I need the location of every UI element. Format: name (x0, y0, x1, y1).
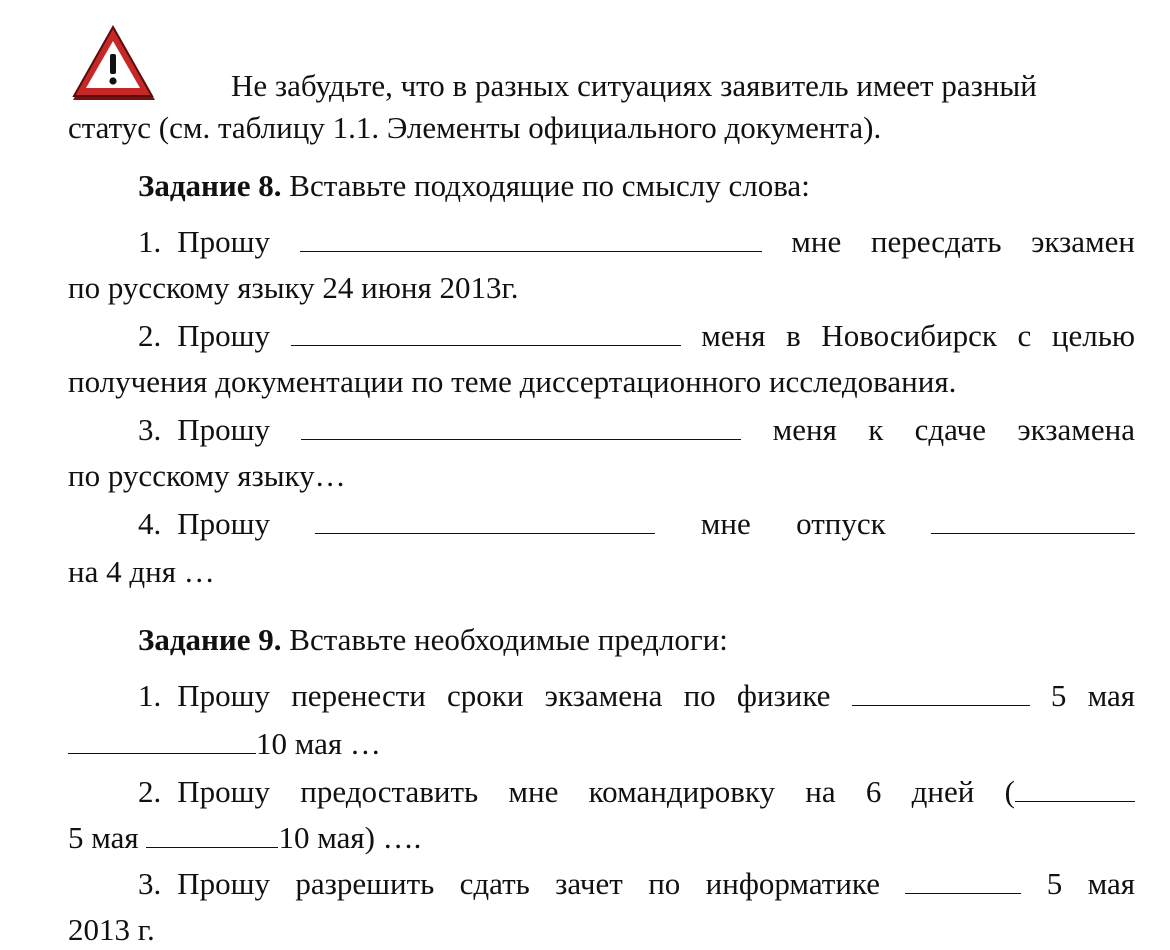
task8-item-1: 1. Прошу мне пересдать экзамен (138, 224, 1136, 259)
fill-blank[interactable] (852, 681, 1030, 706)
task9-header (138, 620, 1135, 660)
task9-item-1: 1. Прошу перенести сроки экзамена по физике 5 мая (138, 678, 1136, 713)
fill-blank[interactable] (1015, 777, 1135, 802)
task8-title: Задание 8. (138, 168, 282, 203)
task9-item-3: 3. Прошу разрешить сдать зачет по информатике 5 мая (138, 866, 1135, 901)
task8-item-1-cont: по русскому языку 24 июня 2013г. (68, 270, 519, 305)
task8-item-2: 2. Прошу меня в Новосибирск с целью (138, 318, 1136, 353)
task9-item-2: 2. Прошу предоставить мне командировку на 6 дней ( (138, 772, 1135, 812)
fill-blank[interactable] (315, 509, 655, 534)
task8-item-2-cont: получения документации по теме диссертационного исследования. (68, 364, 957, 399)
task8-item-4: 4. Прошу мне отпуск (138, 504, 1135, 544)
fill-blank[interactable] (68, 729, 256, 754)
warning-text-line1: Не забудьте, что в разных ситуациях заявитель имеет разный (231, 68, 1037, 103)
task9-item-1-cont: 10 мая … (68, 724, 1135, 764)
task9-item-3-cont: 2013 г. (68, 912, 155, 947)
fill-blank[interactable] (301, 415, 741, 440)
task9-title: Задание 9. (138, 622, 282, 657)
task8-item-4-cont: на 4 дня … (68, 554, 215, 589)
task8-item-3-cont: по русскому языку… (68, 458, 346, 493)
fill-blank[interactable] (291, 321, 681, 346)
warning-triangle-icon (70, 24, 156, 102)
fill-blank[interactable] (146, 823, 278, 848)
fill-blank[interactable] (905, 869, 1021, 894)
fill-blank[interactable] (931, 509, 1135, 534)
task9-item-2-cont: 5 мая 10 мая) …. (68, 820, 422, 855)
task8-instruction: Вставьте подходящие по смыслу слова: (289, 168, 810, 203)
task8-item-3: 3. Прошу меня к сдаче экзамена (138, 412, 1136, 447)
warning-text-line2: статус (см. таблицу 1.1. Элементы официального документа). (68, 110, 882, 145)
task8-header (138, 166, 1135, 206)
fill-blank[interactable] (300, 227, 762, 252)
task9-instruction: Вставьте необходимые предлоги: (289, 622, 728, 657)
